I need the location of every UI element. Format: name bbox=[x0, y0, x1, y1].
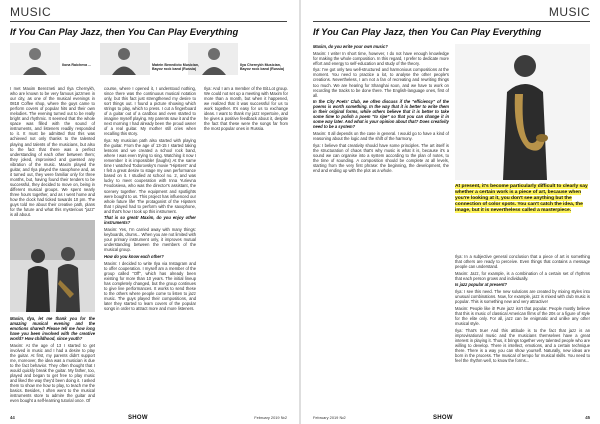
answer-3: Maxim: It all depends on the case in general. I would go to have a kind of reasoning about the logic and the shift of the harmony. bbox=[313, 131, 449, 142]
photo-caption-3: Ilya Chernykh Musician, Bayov rock band (Russia) bbox=[240, 63, 285, 72]
saxophone-photo bbox=[455, 44, 590, 180]
answer-5: Ilya: And I am a member of the Bit.Lot group. We could not set up a meeting with Maxim for more than a month, but when it happened, we realized that it was successful for us to work together. It's easy for us to exchange ideas. I want to thank my jazz repertoire, and he gives a positive feedback about it, despite the fact that these were the songs far from the most popular ones in Russia. bbox=[204, 86, 288, 132]
photo-caption-2: Matein Benedicto Musician, Bayov rock band (Russia) bbox=[152, 63, 200, 72]
article-headline: If You Can Play Jazz, then You Can Play Everything bbox=[313, 26, 542, 37]
portrait-photo-2 bbox=[100, 43, 150, 75]
question-2: In the City Poets' Club, we often discuss if the "efficiency" of the poems is worth something. In the way that it is better to write them in their original forms, while others believe that it is better to take some time to polish a poem "to ripe" so that you can change it in some way later. And what is your opinion about that? Does creativity need to be a system? bbox=[313, 99, 449, 130]
article-column-2 bbox=[104, 86, 196, 412]
article-headline: If You Can Play Jazz, then You Can Play Everything bbox=[10, 26, 239, 37]
section-label: MUSIC bbox=[10, 5, 52, 19]
header-rule bbox=[313, 21, 590, 22]
answer-4: Ilya: I believe that creativity should have some principles. The art itself is the structuration of chaos that's why music is what it is, because it's a sound we can organise into a system according to the plan of notes, to the time of sounding. A composition should be complete at all levels, starting from the very first phrase: the beginning, the development, the end and ending up with the plot as a whole. bbox=[313, 142, 449, 174]
musicians-photo bbox=[10, 220, 95, 312]
answer-5: Ilya: In a subjective general conclusion that a piece of art is something that others are ready to perceive. Even things that contains a message people can understand. bbox=[455, 254, 590, 270]
answer-6: Maxim: Jazz, for example, is a combination of a certain set of rhythms that each person grows and individually. bbox=[455, 270, 590, 281]
left-page bbox=[0, 0, 297, 424]
section-label: MUSIC bbox=[548, 5, 590, 19]
magazine-logo: SHOW bbox=[433, 415, 453, 421]
answer-3: Maxim: Yes, I'm carried away with many things: keyboards, drums... When you are not limited with your primary instrument only, it improves mutual understanding between the members of the musical group. bbox=[104, 227, 196, 253]
answer-2: Ilya: My musician path also started with playing the guitar. From the age of 13-15 I started taking lessons and we created a school rock band, where I was even trying to sing. Watching it now I remember it is impossible! (laughs) At the same time I watched Todorovsky's movie "Hipsters" and I felt a great desire to stage my own performance based on it. I studied at school no. 2, and was lucky to meet cooperation with Inna Yurievna Feodosieva, who was the director's assistant, the scenery together. The equipment and spotlights were bought to us. This project has influenced our whole future life! The protagonist of the Hipsters that I played had to perform with the saxophone, and that's how I took up this instrument. bbox=[104, 138, 196, 214]
article-column-1b bbox=[10, 316, 95, 412]
question-4: How do you know each other? bbox=[104, 253, 164, 259]
answer-8: Maxim: People like it! Pure jazz isn't that popular. People mostly believe that this is music of classical American films of the 20s or a figure of style for the elite only. For all, jazz can be enigmatic and unlike any other musical style. bbox=[455, 305, 590, 326]
article-column-3 bbox=[204, 86, 288, 412]
article-column-2 bbox=[455, 254, 590, 412]
question-1: Maxim, do you write your own music? bbox=[313, 44, 388, 49]
answer-9: Ilya: That's true! And this attitude is to the fact that jazz is an improvisational music and the musicians themselves have a great interest in playing it. Thus, it brings together very talented people who are willing to develop. There is intellect, emotions, and a certain technique there. There is a way you can show yourself. Naturally, new ideas are born in the process. The musical of tempo for musical skills. You need to feel the rhythm well, to know the forms... bbox=[455, 327, 590, 363]
answer-4: Maxim: I decided to write Ilya via Instagram and to offer cooperation. I myself am a member of the group called "Off", which has already been existing for more than 10 years. The initial lineup has completely changed, but the group continues to give live performances. It works to send these to the others where people come to listen to jazz music. The guys played their compositions, and later they started to learn covers of the popular songs in order to attract more and more listeners. bbox=[104, 260, 196, 311]
footer-page-number: 45 bbox=[585, 415, 590, 420]
answer-7: Ilya: I see this need. The new solutions are created by mixing styles into unusual combinations. Now, for example, jazz is mixed with club music is popular. This is something new and very attractive! bbox=[455, 289, 590, 305]
answer-1: Maxim: I write! In short time, however, I do not have enough knowledge for making the whole composition. In this regard, I prefer to dedicate more effort and energy to self-education and study of the theory. bbox=[313, 50, 449, 66]
header-rule bbox=[10, 21, 287, 22]
spine-divider bbox=[299, 0, 301, 424]
question-3: Is jazz popular at present? bbox=[455, 282, 507, 288]
answer-continued: course, where I opened it, I understood nothing, since there was the continuous musical notation only, but this fact just strengthened my desire to sort things out. I found a picture showing which strings to play, which to press. I cut a fingerboard of a guitar out of a cardbox and even started to imagine myself playing. My parents saw it and the next morning I had already been the proud owner of a real guitar. My mother still cries when recalling this story. bbox=[104, 86, 196, 137]
footer-issue-date: February 2019 №2 bbox=[313, 415, 346, 420]
question-3: That is so great! Maxim, do you enjoy other instruments? bbox=[104, 215, 196, 226]
footer-page-number: 44 bbox=[10, 415, 15, 420]
right-page bbox=[303, 0, 600, 424]
article-column-1 bbox=[313, 44, 449, 338]
footer-issue-date: February 2019 №2 bbox=[254, 415, 287, 420]
pull-quote: At present, it's become particularly difficult to clearly say whether a certain work is a piece of art, because when you're looking at it, you don't see anything but the connection of color spots. You can't catch the idea, the image, but it is nevertheless called a masterpiece. bbox=[455, 184, 588, 213]
article-column-1 bbox=[10, 86, 95, 218]
portrait-photo-1 bbox=[10, 43, 60, 75]
answer-2: Ilya: I've got only two well-structured and harmonious compositions at the moment. You need to practice a lot, to analyse the other people's creations. Nevertheless, I am not a fan of recreating and rewriting things too much. We are hearing for Shanghai soon, and we have to work on recording the tracks to be done there. The English-language ones, first of all. bbox=[313, 67, 449, 98]
answer-1: Maxim: At the age of 13 I started to get involved in music and I had a desire to play the guitar. At first, my parents didn't support me, moreover, the idea was a musician is due to the fact behavior. They often thought that I would quickly break the guitar. My father, too, played and began to get free to play music and liked the way they'd been doing it. I asked them to show me how to play, to teach me the basics. Besides, I often went to the musical instruments store to admire the guitar and even bought a self-learning tutorial once. Of bbox=[10, 342, 95, 404]
magazine-logo: SHOW bbox=[128, 415, 148, 421]
question-1: Maxim, Ilya, let me thank you for the amazing musical evening and the emotions shared! Please tell me how long have you been involved with the creative world? How childhood, since youth? bbox=[10, 316, 95, 342]
photo-caption-1: Ilona Raicheva ... bbox=[62, 63, 92, 67]
intro-paragraph: I met Maxim Berezneti and Ilya Chernykh, who are known to be very famous jazzmen in our city, as one of the musical evenings in 0818 Coffee shop, where the guys came to perform covers of popular hits and their own melodies. The evening turned out to be really bright and rhythmic. It seemed that the whole space was filled with the sound of instruments, and listeners readily responded to it. It must be admitted that this was achieved not only thanks to the talented playing and talents of the musicians, but also to the fact that there was a perfect understanding of each other between them; they joked, improvised and guessed any vibration of the music. Maxim played the guitar, and Ilya played the saxophone and, as it turned out, they were familiar only for three months, but, having found their tenders to be successful, they decided to move on, being in different musical groups. We spent nearly three hours together, and as I went home and how the clock had ticked towards 10 pm. The guys told me about their creative path, plans for the future and what this mysterious "jazz" is all about. bbox=[10, 86, 95, 218]
